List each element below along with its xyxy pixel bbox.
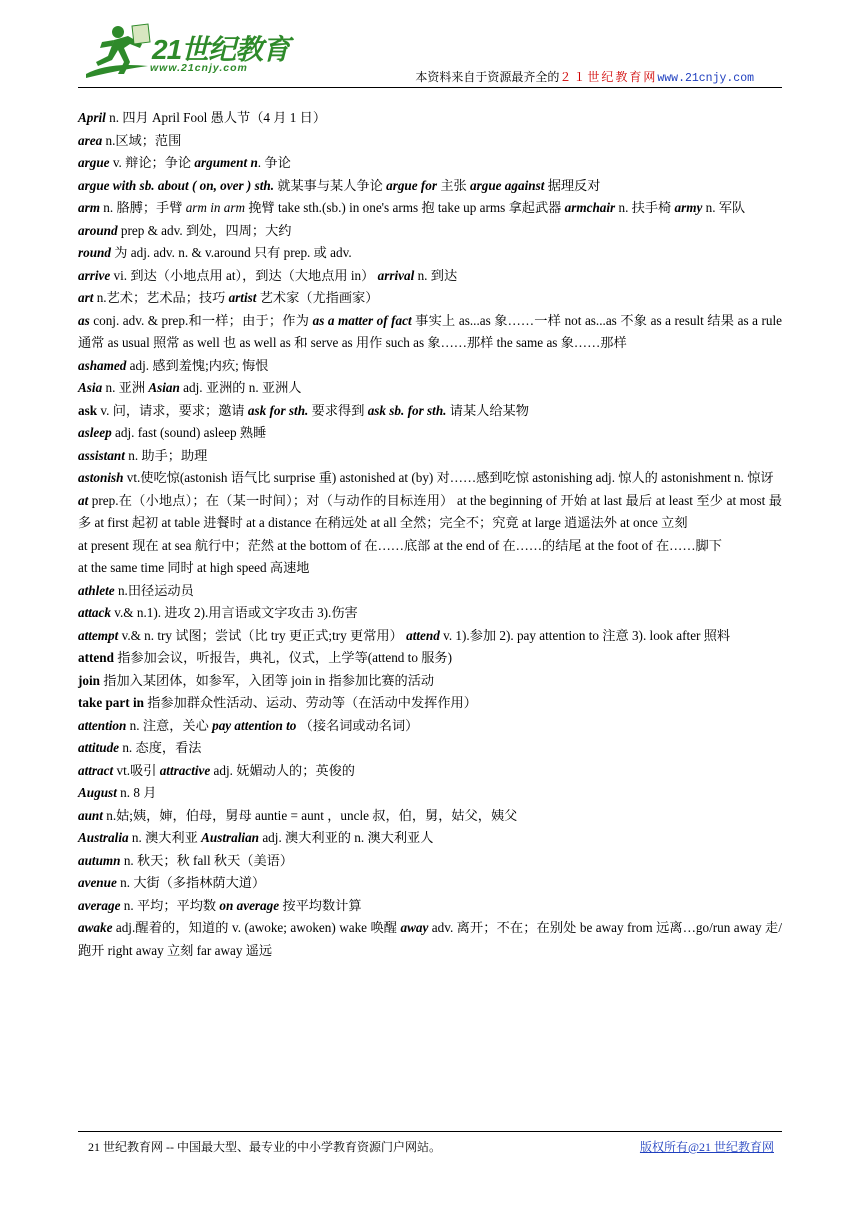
headword: army <box>674 200 703 215</box>
headword: area <box>78 132 103 148</box>
definition-text: adj. 澳大利亚的 n. 澳大利亚人 <box>259 830 434 845</box>
headword: attempt <box>78 627 119 643</box>
headword: April <box>78 110 106 125</box>
definition-text: n.艺术；艺术品；技巧 <box>93 290 229 305</box>
vocab-entry <box>78 760 782 783</box>
vocab-entry <box>78 692 782 715</box>
headword: autumn <box>78 852 121 868</box>
vocab-entry <box>78 850 782 873</box>
definition-text: n.姑;姨，婶，伯母，舅母 auntie = aunt ，uncle 叔，伯，舅，姑父，姨父 <box>102 807 518 823</box>
definition-text: n. 8 月 <box>116 785 157 800</box>
definition-text: n. 平均；平均数 <box>120 897 220 913</box>
definition-text: n. 胳膊；手臂 <box>99 200 186 215</box>
vocab-entry <box>78 400 782 423</box>
footer-copyright-link[interactable]: 版权所有@21 世纪教育网 <box>639 1140 774 1154</box>
headword: artist <box>228 290 257 305</box>
headword: ask <box>78 402 98 418</box>
vocab-entry <box>78 445 782 468</box>
vocab-entry <box>78 287 782 310</box>
vocab-entry <box>78 242 782 265</box>
definition-text: 主张 <box>437 177 470 193</box>
definition-text: 事实上 as...as 象……一样 not as...as 不象 as a result 结果 as a rule 通常 as usual 照常 as well 也 as well as 和 serve as 用作 such as 象……那样 the same as 象……那样 <box>78 312 782 350</box>
definition-text: 据理反对 <box>544 177 601 193</box>
definition-text: n. 四月 April Fool 愚人节（4 月 1 日） <box>105 110 327 125</box>
headword: join <box>78 672 100 688</box>
vocab-entry <box>78 737 782 760</box>
page-header <box>78 22 782 86</box>
headword: as a matter of fact <box>312 312 412 328</box>
headword: attack <box>78 605 111 620</box>
site-logo[interactable] <box>78 22 308 82</box>
definition-text: vi. 到达（小地点用 at），到达（大地点用 in） <box>110 267 378 283</box>
headword: average <box>78 897 121 913</box>
vocab-entry <box>78 152 782 175</box>
headword: asleep <box>78 425 112 440</box>
headword: art <box>78 290 94 305</box>
headword: argue <box>78 155 110 170</box>
headword: attitude <box>78 740 120 755</box>
headword: aunt <box>78 807 103 823</box>
headword: pay attention to <box>212 717 297 733</box>
footer-divider <box>78 1131 782 1132</box>
headword: around <box>78 222 118 238</box>
definition-text: conj. adv. & prep.和一样；由于；作为 <box>89 312 313 328</box>
headword: as <box>78 312 90 328</box>
definition-text: n.区域；范围 <box>102 132 182 148</box>
headword: attractive <box>159 762 211 778</box>
vocab-entry <box>78 602 782 625</box>
headword: ask sb. for sth. <box>367 402 447 418</box>
vocab-entry <box>78 107 782 130</box>
definition-text: . 争论 <box>257 155 291 170</box>
definition-text: adv. 离开；不在；在别处 be away from 远离…go/run away 走/跑开 right away 立刻 far away 遥远 <box>78 920 782 958</box>
definition-text: 艺术家（尤指画家） <box>256 290 379 305</box>
definition-text: at the same time 同时 at high speed 高速地 <box>78 560 310 575</box>
headword: Asian <box>148 380 180 395</box>
vocab-entry <box>78 377 782 400</box>
vocab-entry <box>78 827 782 850</box>
phrase: arm in arm <box>185 200 246 215</box>
headword: assistant <box>78 447 125 463</box>
definition-text: 要求得到 <box>308 402 368 418</box>
vocab-entry <box>78 917 782 962</box>
headword: argue against <box>470 177 545 193</box>
headword: attend <box>406 627 440 643</box>
header-note-url[interactable]: www.21cnjy.com <box>657 72 754 85</box>
headword: take part in <box>78 695 144 710</box>
headword: round <box>78 245 111 260</box>
headword: ask for sth. <box>247 402 309 418</box>
vocab-entry <box>78 872 782 895</box>
definition-text: n. 澳大利亚 <box>128 830 202 845</box>
logo-text: 21世纪教育 <box>152 34 290 65</box>
definition-text: v. 1).参加 2). pay attention to 注意 3). look after 照料 <box>439 627 731 643</box>
headword: attract <box>78 762 114 778</box>
definition-text: n. 助手；助理 <box>124 447 208 463</box>
headword: arrival <box>377 267 415 283</box>
headword: athlete <box>78 582 115 598</box>
vocab-entry <box>78 310 782 355</box>
definition-text: v. 辩论；争论 <box>109 155 195 170</box>
headword: argue for <box>386 177 438 193</box>
runner-logo-icon <box>78 22 152 82</box>
definition-text: n.田径运动员 <box>114 582 194 598</box>
definition-text: 挽臂 take sth.(sb.) in one's arms 抱 take up arms 拿起武器 <box>245 200 565 215</box>
definition-text: 指参加群众性活动、运动、劳动等（在活动中发挥作用） <box>143 695 477 710</box>
definition-text: 指参加会议，听报告，典礼，仪式，上学等(attend to 服务) <box>113 650 452 665</box>
header-source-note <box>415 68 754 85</box>
headword: argument n <box>194 155 258 170</box>
definition-text: n. 大街（多指林荫大道） <box>116 875 266 890</box>
definition-text: at present 现在 at sea 航行中；茫然 at the bottom of 在……底部 at the end of 在……的结尾 at the foot of 在……脚下 <box>78 537 722 553</box>
footer-text: 21 世纪教育网 -- 中国最大型、最专业的中小学教育资源门户网站。 <box>88 1140 441 1154</box>
headword: arm <box>78 200 100 215</box>
vocab-entry <box>78 670 782 693</box>
definition-text: n. 注意，关心 <box>126 717 213 733</box>
definition-text: adj. 感到羞愧;内疚; 悔恨 <box>126 357 269 373</box>
definition-text: n. 扶手椅 <box>615 200 675 215</box>
definition-text: n. 到达 <box>414 267 458 283</box>
vocab-entry <box>78 715 782 738</box>
definition-text: 就某事与某人争论 <box>274 177 387 193</box>
vocab-entry <box>78 535 782 558</box>
headword: Australia <box>78 830 129 845</box>
definition-text: adj. fast (sound) asleep 熟睡 <box>111 425 267 440</box>
definition-text: v.& n.1). 进攻 2).用言语或文字攻击 3).伤害 <box>110 605 358 620</box>
vocab-entry <box>78 175 782 198</box>
definition-text: adj.醒着的，知道的 v. (awoke; awoken) wake 唤醒 <box>112 920 401 935</box>
logo-url: www.21cnjy.com <box>150 62 248 74</box>
headword: August <box>78 785 117 800</box>
vocab-entry <box>78 422 782 445</box>
headword: arrive <box>78 267 111 283</box>
definition-text: vt.使吃惊(astonish 语气比 surprise 重) astonished at (by) 对……感到吃惊 astonishing adj. 惊人的 astonishment n. 惊讶 <box>123 470 774 485</box>
header-note-prefix: 本资料来自于资源最齐全的 <box>415 70 560 84</box>
definition-text: （接名词或动名词） <box>296 717 419 733</box>
headword: avenue <box>78 875 117 890</box>
headword: Australian <box>201 830 260 845</box>
vocab-entry <box>78 895 782 918</box>
vocab-entry <box>78 490 782 535</box>
headword: Asia <box>78 380 103 395</box>
definition-text: n. 秋天；秋 fall 秋天（美语） <box>120 852 294 868</box>
vocab-entry <box>78 805 782 828</box>
vocab-entry <box>78 467 782 490</box>
headword: attention <box>78 717 127 733</box>
definition-text: prep & adv. 到处，四周；大约 <box>117 222 292 238</box>
headword: at <box>78 492 89 508</box>
definition-text: adj. 妩媚动人的；英俊的 <box>210 762 355 778</box>
headword: away <box>400 920 429 935</box>
definition-text: 请某人给某物 <box>446 402 529 418</box>
definition-text: n. 军队 <box>702 200 746 215</box>
definition-text: adj. 亚洲的 n. 亚洲人 <box>179 380 302 395</box>
vocab-entry <box>78 557 782 580</box>
headword: argue with sb. about ( on, over ) sth. <box>78 177 275 193</box>
header-note-site: ２１世纪教育网 <box>559 70 658 84</box>
headword: astonish <box>78 470 124 485</box>
vocab-entry <box>78 130 782 153</box>
definition-text: n. 态度，看法 <box>119 740 202 755</box>
headword: attend <box>78 650 114 665</box>
vocab-entry <box>78 355 782 378</box>
vocabulary-list <box>78 107 782 962</box>
headword: awake <box>78 920 113 935</box>
definition-text: v. 问，请求，要求；邀请 <box>97 402 248 418</box>
vocab-entry <box>78 197 782 220</box>
headword: ashamed <box>78 357 127 373</box>
definition-text: 按平均数计算 <box>279 897 362 913</box>
vocab-entry <box>78 647 782 670</box>
definition-text: 为 adj. adv. n. & v.around 只有 prep. 或 adv. <box>111 245 352 260</box>
vocab-entry <box>78 220 782 243</box>
definition-text: prep.在（小地点）；在（某一时间）；对（与动作的目标连用） at the beginning of 开始 at last 最后 at least 至少 at most 最多 at first 起初 at table 进餐时 at a distance 在稍远处 at all 全然；完全不；究竟 at large 逍遥法外 at once 立刻 <box>78 492 782 530</box>
vocab-entry <box>78 265 782 288</box>
vocab-entry <box>78 782 782 805</box>
headword: on average <box>219 897 280 913</box>
definition-text: n. 亚洲 <box>102 380 149 395</box>
header-divider <box>78 87 782 88</box>
vocab-entry <box>78 625 782 648</box>
definition-text: vt.吸引 <box>113 762 160 778</box>
vocab-entry <box>78 580 782 603</box>
definition-text: v.& n. try 试图；尝试（比 try 更正式;try 更常用） <box>118 627 407 643</box>
definition-text: 指加入某团体，如参军，入团等 join in 指参加比赛的活动 <box>99 672 435 688</box>
headword: armchair <box>564 200 616 215</box>
